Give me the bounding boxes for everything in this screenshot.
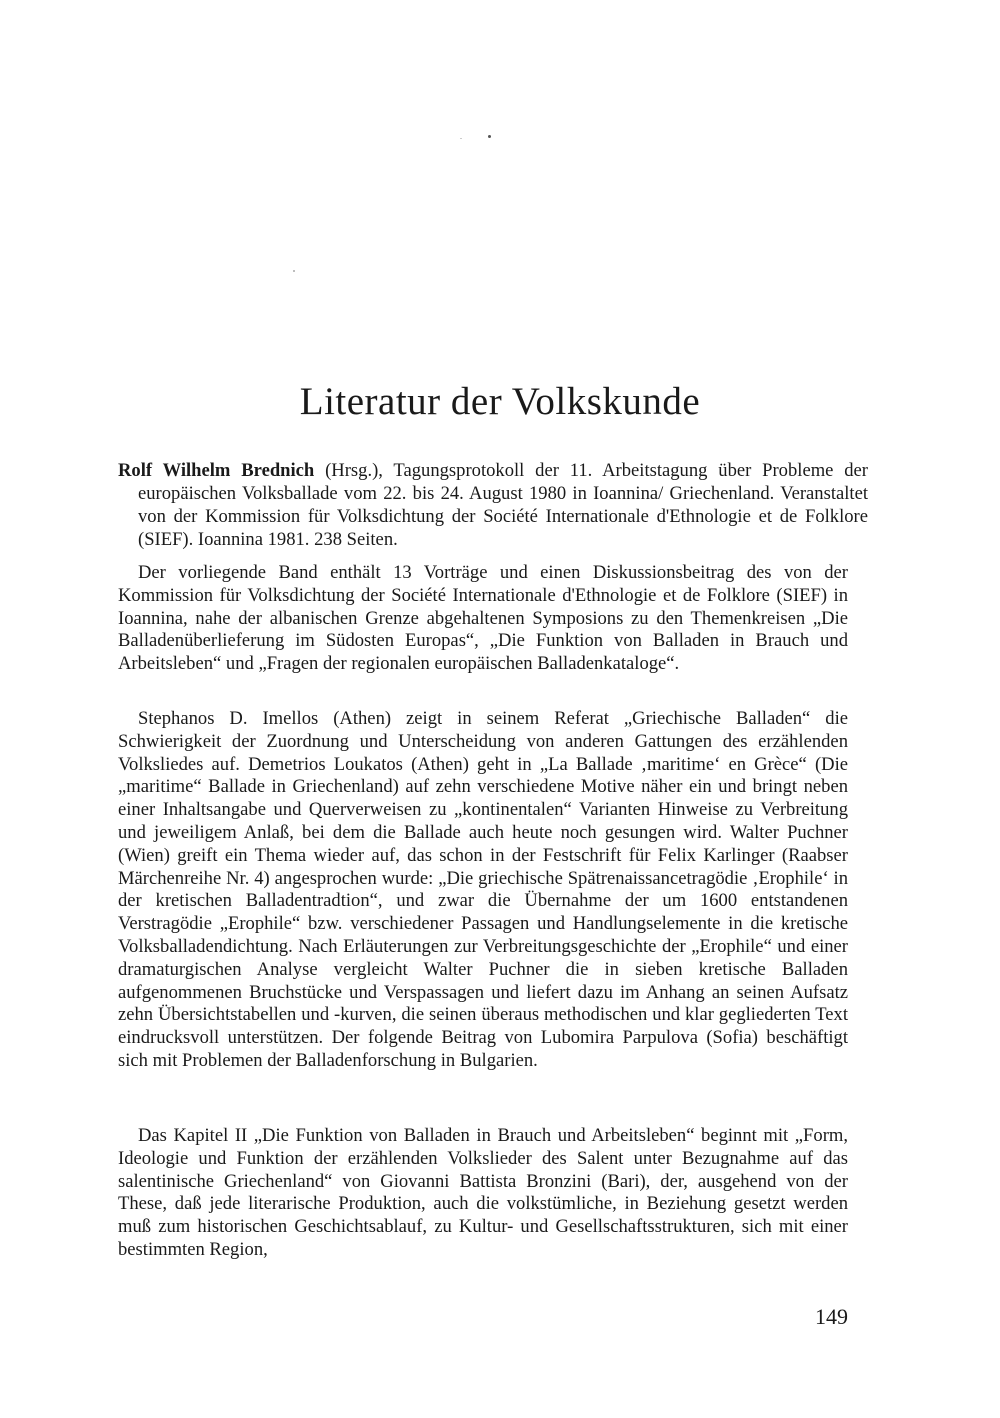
body-paragraph: Der vorliegende Band enthält 13 Vorträge und einen Diskussionsbeitrag des von der Kommission für Volksdichtung der Société Internationale d'Ethnologie et de Folklore (SIEF) in Ioannina, nahe der albanischen Grenze abgehaltenen Symposions zu den Themenkreisen „Die Balladenüberlieferung im Südosten Europas“, „Die Funktion von Balladen in Brauch und Arbeitsleben“ und „Fragen der regionalen europäischen Balladenkataloge“. bbox=[118, 562, 848, 675]
review-author: Rolf Wilhelm Brednich bbox=[118, 460, 315, 481]
body-paragraph: Stephanos D. Imellos (Athen) zeigt in seinem Referat „Griechische Balladen“ die Schwierigkeit der Zuordnung und Unterscheidung von anderen Gattungen des erzählenden Volksliedes auf. Demetrios Loukatos (Athen) geht in „La Ballade ‚maritime‘ en Grèce“ (Die „maritime“ Ballade in Griechenland) auf zehn verschiedene Motive näher ein und bringt neben einer Inhaltsangabe und Querverweisen zu „kontinentalen“ Varianten Hinweise zu Verbreitung und jeweiligem Anlaß, bei dem die Ballade auch heute noch gesungen wird. Walter Puchner (Wien) greift ein Thema wieder auf, das schon in der Festschrift für Felix Karlinger (Raabser Märchenreihe Nr. 4) angesprochen wurde: „Die griechische Spätrenaissancetragödie ‚Erophile‘ in der kretischen Balladentradtion“, und zwar die Übernahme der um 1600 entstandenen Verstragödie „Erophile“ bzw. verschiedener Passagen und Handlungselemente in die kretische Volksballadendichtung. Nach Erläuterungen zur Verbreitungsgeschichte der „Erophile“ und einer dramaturgischen Analyse vergleicht Walter Puchner die in sieben kretische Balladen aufgenommenen Bruchstücke und Verspassagen und liefert dazu im Anhang an seinen Aufsatz zehn Übersichtstabellen und -kurven, die seinen überaus methodischen und klar gegliederten Text eindrucksvoll unterstützen. Der folgende Beitrag von Lubomira Parpulova (Sofia) beschäftigt sich mit Problemen der Balladenforschung in Bulgarien. bbox=[118, 708, 848, 1071]
scan-speck bbox=[488, 135, 491, 138]
scan-speck bbox=[460, 138, 462, 139]
review-citation-text: (Hrsg.), Tagungsprotokoll der 11. Arbeitstagung über Probleme der europäischen Volksballade vom 22. bis 24. August 1980 in Ioannina/ Griechenland. Veranstaltet von der Kommission für Volksdichtung der Société Internationale d'Ethnologie et de Folklore (SIEF). Ioannina 1981. 238 Seiten. bbox=[138, 460, 868, 550]
review-citation bbox=[118, 459, 868, 551]
scan-speck bbox=[293, 270, 295, 272]
page-number: 149 bbox=[815, 1304, 848, 1329]
page-title: Literatur der Volkskunde bbox=[299, 380, 701, 423]
body-paragraph: Das Kapitel II „Die Funktion von Balladen in Brauch und Arbeitsleben“ beginnt mit „Form, Ideologie und Funktion der erzählenden Volkslieder des Salent unter Bezugnahme auf das salentinische Griechenland“ von Giovanni Battista Bronzini (Bari), der, ausgehend von der These, daß jede literarische Produktion, auch die volkstümliche, in Beziehung gesetzt werden muß zum historischen Geschichtsablauf, zu Kultur- und Gesellschaftsstrukturen, sich mit einer bestimmten Region, bbox=[118, 1125, 848, 1260]
